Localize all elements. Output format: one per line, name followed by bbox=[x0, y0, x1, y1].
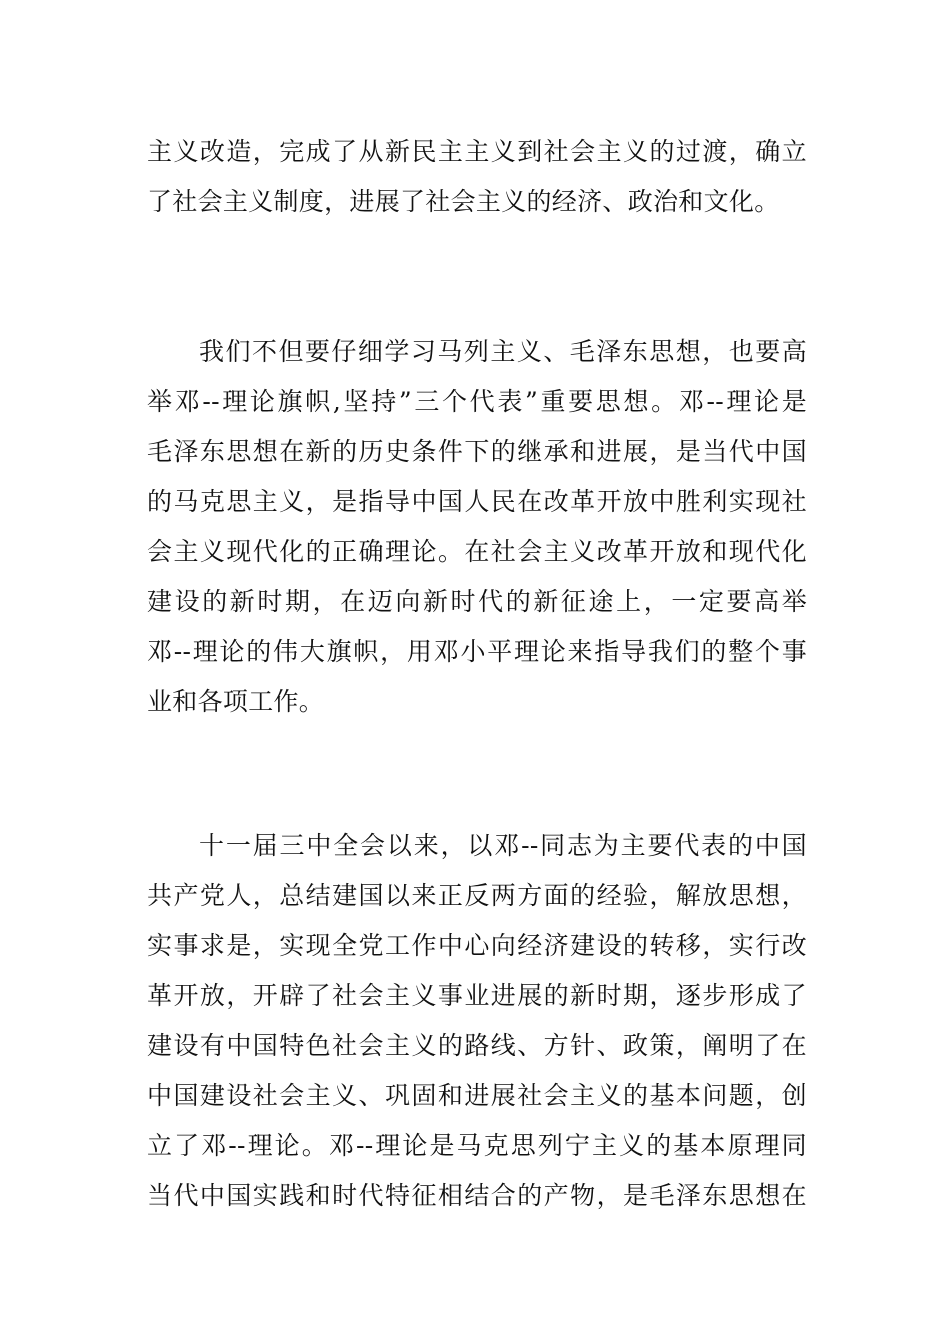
text-line: 建设有中国特色社会主义的路线、方针、政策，阐明了在 bbox=[147, 1031, 807, 1060]
text-line: 立了邓--理论。邓--理论是马克思列宁主义的基本原理同 bbox=[147, 1131, 807, 1160]
text-line: 中国建设社会主义、巩固和进展社会主义的基本问题，创 bbox=[147, 1081, 807, 1110]
text-line: 革开放，开辟了社会主义事业进展的新时期，逐步形成了 bbox=[147, 981, 807, 1010]
text-line: 了社会主义制度，进展了社会主义的经济、政治和文化。 bbox=[147, 187, 780, 216]
text-line: 的马克思主义，是指导中国人民在改革开放中胜利实现社 bbox=[147, 487, 807, 516]
text-line: 实事求是，实现全党工作中心向经济建设的转移，实行改 bbox=[147, 931, 807, 960]
text-line: 建设的新时期，在迈向新时代的新征途上，一定要高举 bbox=[147, 587, 807, 616]
text-line: 业和各项工作。 bbox=[147, 687, 325, 716]
text-line: 共产党人，总结建国以来正反两方面的经验，解放思想， bbox=[147, 881, 807, 910]
text-line: 会主义现代化的正确理论。在社会主义改革开放和现代化 bbox=[147, 537, 807, 566]
text-line: 举邓--理论旗帜,坚持”三个代表”重要思想。邓--理论是 bbox=[147, 387, 807, 416]
text-line: 邓--理论的伟大旗帜，用邓小平理论来指导我们的整个事 bbox=[147, 637, 807, 666]
text-line: 十一届三中全会以来，以邓--同志为主要代表的中国 bbox=[199, 831, 807, 860]
paragraph-3 bbox=[147, 821, 807, 1221]
text-line: 当代中国实践和时代特征相结合的产物，是毛泽东思想在 bbox=[147, 1181, 807, 1210]
text-line: 毛泽东思想在新的历史条件下的继承和进展，是当代中国 bbox=[147, 437, 807, 466]
paragraph-2 bbox=[147, 327, 807, 727]
paragraph-1 bbox=[147, 127, 807, 227]
text-line: 我们不但要仔细学习马列主义、毛泽东思想，也要高 bbox=[199, 337, 807, 366]
text-line: 主义改造，完成了从新民主主义到社会主义的过渡，确立 bbox=[147, 137, 807, 166]
